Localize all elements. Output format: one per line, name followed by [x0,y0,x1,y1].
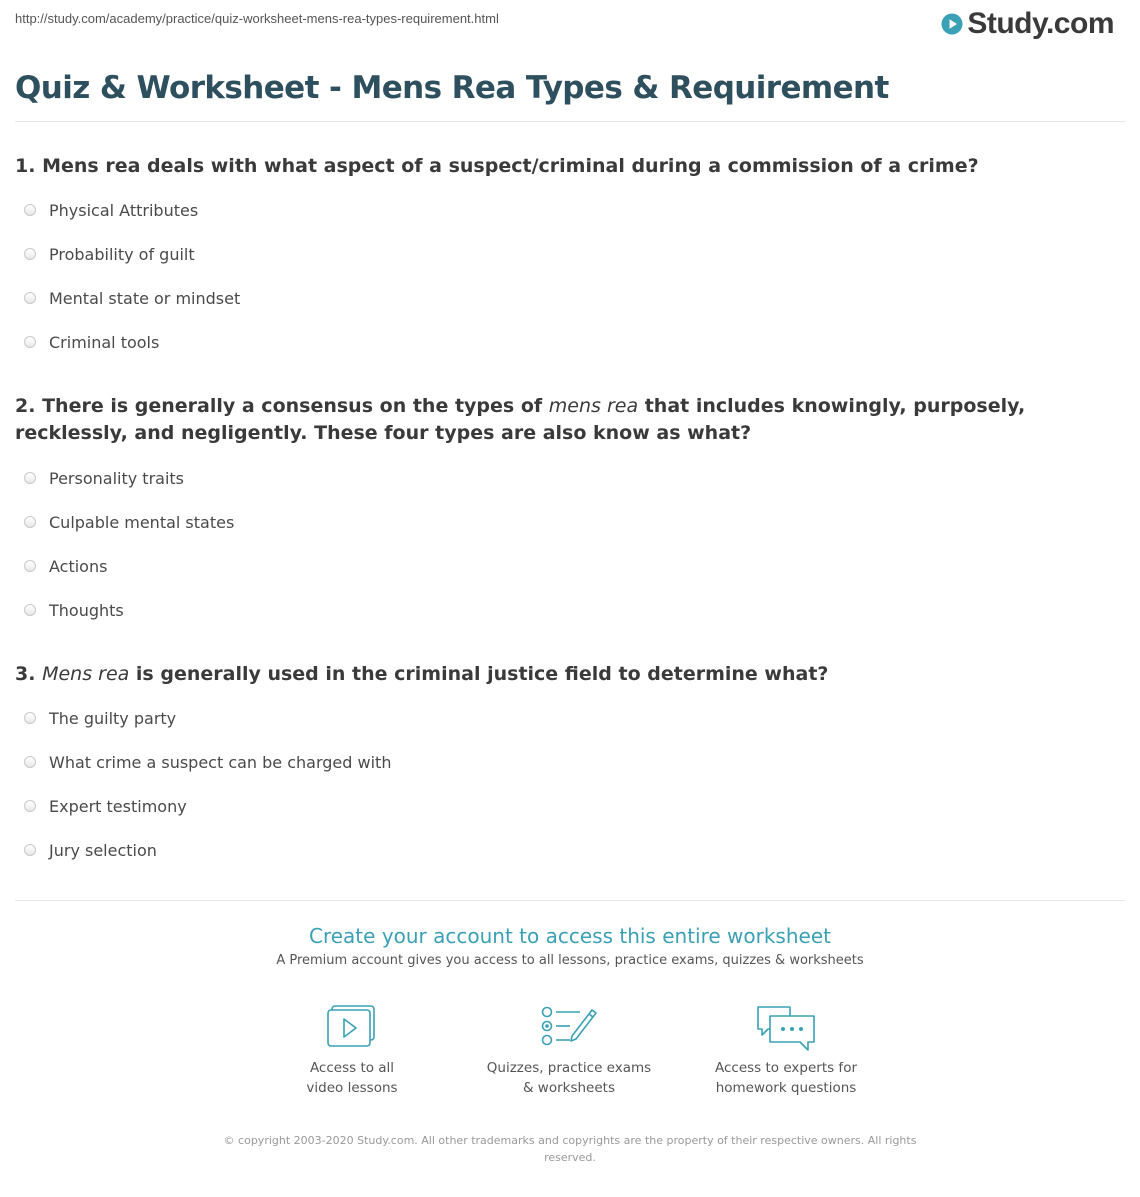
radio-button[interactable] [24,204,36,216]
cta-subtitle: A Premium account gives you access to all lessons, practice exams, quizzes & worksheets [276,953,864,968]
play-logo-icon [940,12,964,36]
radio-button[interactable] [24,516,36,528]
feature-line: Access to all [309,1060,395,1076]
radio-button[interactable] [24,756,36,768]
page-title: Quiz & Worksheet - Mens Rea Types & Requirement [15,70,889,106]
answer-option[interactable] [22,511,234,533]
logo-text: Study.com [967,7,1114,40]
answer-option[interactable] [22,467,184,489]
radio-button[interactable] [24,800,36,812]
answer-option[interactable] [22,751,391,773]
copyright-line: © copyright 2003-2020 Study.com. All other trademarks and copyrights are the property of their respective owners. All rights [223,1134,917,1147]
title-divider [15,121,1125,122]
answer-option[interactable] [22,599,124,621]
radio-button[interactable] [24,248,36,260]
answer-label: Physical Attributes [49,200,199,220]
answer-option[interactable] [22,707,176,729]
answer-option[interactable] [22,287,240,309]
answer-label: Criminal tools [49,332,160,352]
radio-button[interactable] [24,604,36,616]
question-number: 1. [15,155,36,177]
answer-label: Probability of guilt [49,244,195,264]
question-text-start: There is generally a consensus on the types of [42,395,549,417]
feature-line: & worksheets [522,1080,615,1096]
answer-option[interactable] [22,243,195,265]
feature-line: Quizzes, practice exams [486,1060,652,1076]
feature-quizzes [469,1004,669,1098]
feature-line: homework questions [715,1080,857,1096]
answer-label: Actions [49,556,108,576]
feature-video-lessons [252,1004,452,1098]
answer-label: Personality traits [49,468,184,488]
answer-label: Mental state or mindset [49,288,241,308]
question-italic-term: Mens rea [42,663,130,685]
video-lessons-icon [326,1004,378,1048]
question-text: Mens rea deals with what aspect of a suspect/criminal during a commission of a crime? [42,155,979,177]
question-number: 3. [15,663,36,685]
top-bar [0,0,1140,52]
radio-button[interactable] [24,336,36,348]
copyright-notice [215,1132,925,1166]
radio-button[interactable] [24,712,36,724]
question-text-end: that includes knowingly, purposely, recklessly, and negligently. These four types are also know as what? [15,395,1026,444]
radio-button[interactable] [24,560,36,572]
question-2 [15,393,1115,447]
answer-option[interactable] [22,839,157,861]
radio-button[interactable] [24,472,36,484]
answer-option[interactable] [22,795,187,817]
question-italic-term: mens rea [548,395,639,417]
copyright-line: reserved. [544,1151,596,1164]
study-logo[interactable] [940,7,1114,41]
question-number: 2. [15,395,36,417]
answer-option[interactable] [22,555,107,577]
quiz-checklist-icon [540,1004,598,1048]
question-3 [15,661,1115,688]
answer-label: Expert testimony [49,796,187,816]
answer-option[interactable] [22,331,159,353]
answer-option[interactable] [22,199,198,221]
question-1 [15,153,1115,180]
answer-label: Culpable mental states [49,512,235,532]
answer-label: Jury selection [49,840,157,860]
feature-line: video lessons [306,1080,398,1096]
cta-divider [15,900,1125,901]
question-text-end: is generally used in the criminal justice field to determine what? [129,663,829,685]
chat-experts-icon [754,1004,818,1054]
radio-button[interactable] [24,292,36,304]
feature-experts [686,1004,886,1098]
radio-button[interactable] [24,844,36,856]
answer-label: The guilty party [49,708,177,728]
cta-title-link[interactable]: Create your account to access this entire worksheet [309,924,831,948]
page-url: http://study.com/academy/practice/quiz-worksheet-mens-rea-types-requirement.html [15,11,499,26]
feature-line: Access to experts for [714,1060,857,1076]
answer-label: What crime a suspect can be charged with [49,752,392,772]
answer-label: Thoughts [49,600,124,620]
